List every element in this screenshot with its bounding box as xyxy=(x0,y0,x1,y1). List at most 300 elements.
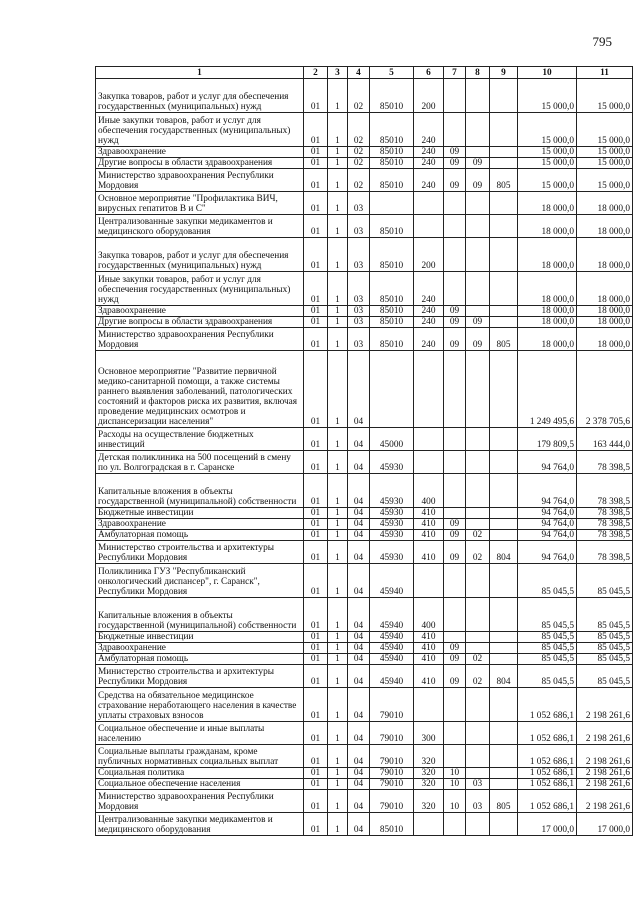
code-col3: 1 xyxy=(328,779,348,790)
code-col5: 45930 xyxy=(370,530,414,541)
code-col7: 09 xyxy=(444,328,466,351)
code-col9 xyxy=(490,632,518,643)
amount-col10: 85 045,5 xyxy=(518,643,577,654)
code-col7 xyxy=(444,215,466,238)
code-col4: 04 xyxy=(348,779,370,790)
code-col9 xyxy=(490,306,518,317)
row-name: Социальные выплаты гражданам, кроме публичных нормативных социальных выплат xyxy=(96,745,304,768)
code-col8: 03 xyxy=(466,790,490,813)
code-col8 xyxy=(466,519,490,530)
code-col2: 01 xyxy=(304,272,328,306)
code-col4: 04 xyxy=(348,688,370,722)
code-col7: 09 xyxy=(444,306,466,317)
code-col9 xyxy=(490,317,518,328)
code-col3: 1 xyxy=(328,519,348,530)
code-col4: 02 xyxy=(348,79,370,113)
row-name: Амбулаторная помощь xyxy=(96,530,304,541)
code-col7 xyxy=(444,745,466,768)
code-col6: 400 xyxy=(414,598,444,632)
code-col9 xyxy=(490,192,518,215)
code-col3: 1 xyxy=(328,665,348,688)
code-col4: 04 xyxy=(348,541,370,564)
code-col5: 45930 xyxy=(370,508,414,519)
code-col5: 85010 xyxy=(370,169,414,192)
amount-col10: 94 764,0 xyxy=(518,474,577,508)
budget-table xyxy=(95,66,633,836)
code-col8: 02 xyxy=(466,654,490,665)
row-name: Детская поликлиника на 500 посещений в смену по ул. Волгоградская в г. Саранске xyxy=(96,451,304,474)
code-col8: 09 xyxy=(466,317,490,328)
amount-col10: 15 000,0 xyxy=(518,79,577,113)
code-col7: 09 xyxy=(444,158,466,169)
amount-col11: 85 045,5 xyxy=(577,643,633,654)
row-name: Основное мероприятие "Развитие первичной медико-санитарной помощи, а также системы раннего выявления заболеваний, патологических состояний и факторов риска их развития, включая проведение медицинских осмотров и диспансеризации населения" xyxy=(96,351,304,428)
code-col7 xyxy=(444,688,466,722)
table-row xyxy=(96,351,633,428)
code-col6 xyxy=(414,688,444,722)
code-col4: 04 xyxy=(348,598,370,632)
code-col2: 01 xyxy=(304,813,328,836)
code-col7: 09 xyxy=(444,147,466,158)
table-row xyxy=(96,790,633,813)
code-col5: 79010 xyxy=(370,790,414,813)
col-header: 7 xyxy=(444,67,466,79)
col-header: 1 xyxy=(96,67,304,79)
code-col7 xyxy=(444,813,466,836)
code-col9 xyxy=(490,688,518,722)
code-col4: 04 xyxy=(348,519,370,530)
amount-col10: 1 052 686,1 xyxy=(518,688,577,722)
code-col4: 04 xyxy=(348,474,370,508)
code-col5: 85010 xyxy=(370,79,414,113)
code-col6: 410 xyxy=(414,654,444,665)
table-row xyxy=(96,722,633,745)
code-col8: 03 xyxy=(466,779,490,790)
table-row xyxy=(96,306,633,317)
code-col9 xyxy=(490,147,518,158)
code-col3: 1 xyxy=(328,169,348,192)
code-col5: 45940 xyxy=(370,564,414,598)
code-col5: 85010 xyxy=(370,317,414,328)
code-col4: 04 xyxy=(348,768,370,779)
code-col2: 01 xyxy=(304,790,328,813)
table-body xyxy=(96,79,633,836)
code-col4: 04 xyxy=(348,428,370,451)
amount-col11: 78 398,5 xyxy=(577,530,633,541)
code-col4: 03 xyxy=(348,328,370,351)
code-col7: 10 xyxy=(444,768,466,779)
code-col9 xyxy=(490,451,518,474)
amount-col11: 85 045,5 xyxy=(577,665,633,688)
col-header: 8 xyxy=(466,67,490,79)
code-col5: 45940 xyxy=(370,643,414,654)
code-col3: 1 xyxy=(328,790,348,813)
code-col2: 01 xyxy=(304,192,328,215)
code-col3: 1 xyxy=(328,745,348,768)
table-row xyxy=(96,519,633,530)
amount-col11: 18 000,0 xyxy=(577,272,633,306)
code-col3: 1 xyxy=(328,272,348,306)
code-col2: 01 xyxy=(304,79,328,113)
amount-col11: 78 398,5 xyxy=(577,474,633,508)
row-name: Капитальные вложения в объекты государственной (муниципальной) собственности xyxy=(96,474,304,508)
amount-col11: 15 000,0 xyxy=(577,169,633,192)
code-col2: 01 xyxy=(304,768,328,779)
code-col7: 09 xyxy=(444,643,466,654)
code-col3: 1 xyxy=(328,306,348,317)
code-col6 xyxy=(414,192,444,215)
code-col8: 02 xyxy=(466,665,490,688)
table-row xyxy=(96,192,633,215)
code-col8 xyxy=(466,306,490,317)
code-col3: 1 xyxy=(328,722,348,745)
code-col2: 01 xyxy=(304,158,328,169)
code-col7 xyxy=(444,451,466,474)
amount-col11: 18 000,0 xyxy=(577,215,633,238)
amount-col11: 18 000,0 xyxy=(577,306,633,317)
row-name: Здравоохранение xyxy=(96,147,304,158)
code-col6 xyxy=(414,813,444,836)
code-col6: 240 xyxy=(414,158,444,169)
code-col4: 03 xyxy=(348,317,370,328)
code-col3: 1 xyxy=(328,813,348,836)
code-col2: 01 xyxy=(304,564,328,598)
row-name: Расходы на осуществление бюджетных инвестиций xyxy=(96,428,304,451)
code-col8 xyxy=(466,768,490,779)
code-col2: 01 xyxy=(304,745,328,768)
code-col4: 04 xyxy=(348,451,370,474)
code-col8: 09 xyxy=(466,169,490,192)
code-col3: 1 xyxy=(328,328,348,351)
amount-col10: 85 045,5 xyxy=(518,564,577,598)
row-name: Здравоохранение xyxy=(96,643,304,654)
code-col5: 85010 xyxy=(370,272,414,306)
code-col8: 09 xyxy=(466,158,490,169)
code-col6: 410 xyxy=(414,519,444,530)
code-col8 xyxy=(466,745,490,768)
table-row xyxy=(96,158,633,169)
amount-col11: 85 045,5 xyxy=(577,564,633,598)
code-col6: 320 xyxy=(414,790,444,813)
code-col3: 1 xyxy=(328,768,348,779)
amount-col11: 2 198 261,6 xyxy=(577,790,633,813)
code-col7 xyxy=(444,79,466,113)
amount-col11: 15 000,0 xyxy=(577,158,633,169)
amount-col10: 18 000,0 xyxy=(518,317,577,328)
amount-col11: 15 000,0 xyxy=(577,147,633,158)
code-col9 xyxy=(490,113,518,147)
code-col6 xyxy=(414,451,444,474)
amount-col11: 17 000,0 xyxy=(577,813,633,836)
table-row xyxy=(96,215,633,238)
amount-col11: 2 198 261,6 xyxy=(577,768,633,779)
amount-col11: 85 045,5 xyxy=(577,654,633,665)
amount-col10: 85 045,5 xyxy=(518,665,577,688)
row-name: Основное мероприятие "Профилактика ВИЧ, вирусных гепатитов В и С" xyxy=(96,192,304,215)
amount-col11: 2 198 261,6 xyxy=(577,745,633,768)
code-col7: 10 xyxy=(444,779,466,790)
code-col3: 1 xyxy=(328,215,348,238)
code-col8 xyxy=(466,428,490,451)
code-col8: 09 xyxy=(466,328,490,351)
row-name: Министерство здравоохранения Республики Мордовия xyxy=(96,169,304,192)
table-row xyxy=(96,474,633,508)
code-col7 xyxy=(444,428,466,451)
code-col5: 79010 xyxy=(370,688,414,722)
code-col7 xyxy=(444,508,466,519)
col-header: 3 xyxy=(328,67,348,79)
amount-col10: 94 764,0 xyxy=(518,508,577,519)
amount-col10: 18 000,0 xyxy=(518,328,577,351)
code-col6: 400 xyxy=(414,474,444,508)
code-col8 xyxy=(466,688,490,722)
code-col8 xyxy=(466,722,490,745)
col-header: 2 xyxy=(304,67,328,79)
code-col5: 85010 xyxy=(370,147,414,158)
amount-col10: 94 764,0 xyxy=(518,530,577,541)
code-col6: 240 xyxy=(414,113,444,147)
code-col7 xyxy=(444,632,466,643)
code-col2: 01 xyxy=(304,654,328,665)
row-name: Министерство здравоохранения Республики Мордовия xyxy=(96,328,304,351)
amount-col10: 85 045,5 xyxy=(518,654,577,665)
code-col6: 410 xyxy=(414,530,444,541)
amount-col10: 85 045,5 xyxy=(518,632,577,643)
code-col5 xyxy=(370,351,414,428)
amount-col10: 94 764,0 xyxy=(518,541,577,564)
code-col7 xyxy=(444,272,466,306)
row-name: Здравоохранение xyxy=(96,519,304,530)
row-name: Социальная политика xyxy=(96,768,304,779)
code-col4: 04 xyxy=(348,665,370,688)
code-col7 xyxy=(444,564,466,598)
amount-col10: 85 045,5 xyxy=(518,598,577,632)
amount-col10: 94 764,0 xyxy=(518,519,577,530)
code-col7: 09 xyxy=(444,654,466,665)
amount-col11: 2 198 261,6 xyxy=(577,688,633,722)
code-col2: 01 xyxy=(304,688,328,722)
code-col6: 320 xyxy=(414,779,444,790)
table-row xyxy=(96,317,633,328)
code-col6: 240 xyxy=(414,328,444,351)
code-col9 xyxy=(490,79,518,113)
code-col2: 01 xyxy=(304,643,328,654)
code-col9 xyxy=(490,598,518,632)
code-col4: 04 xyxy=(348,508,370,519)
table-row xyxy=(96,147,633,158)
row-name: Министерство строительства и архитектуры Республики Мордовия xyxy=(96,665,304,688)
code-col6 xyxy=(414,564,444,598)
code-col7 xyxy=(444,722,466,745)
code-col9 xyxy=(490,654,518,665)
code-col8 xyxy=(466,215,490,238)
amount-col10: 1 052 686,1 xyxy=(518,768,577,779)
code-col8: 02 xyxy=(466,530,490,541)
amount-col10: 18 000,0 xyxy=(518,238,577,272)
code-col9 xyxy=(490,564,518,598)
code-col5: 79010 xyxy=(370,722,414,745)
amount-col10: 15 000,0 xyxy=(518,169,577,192)
table-row xyxy=(96,428,633,451)
amount-col11: 18 000,0 xyxy=(577,238,633,272)
code-col3: 1 xyxy=(328,654,348,665)
code-col7: 09 xyxy=(444,530,466,541)
code-col9 xyxy=(490,272,518,306)
code-col4: 02 xyxy=(348,147,370,158)
code-col3: 1 xyxy=(328,158,348,169)
code-col6: 410 xyxy=(414,665,444,688)
code-col3: 1 xyxy=(328,564,348,598)
code-col6 xyxy=(414,215,444,238)
code-col6: 240 xyxy=(414,147,444,158)
amount-col10: 18 000,0 xyxy=(518,272,577,306)
row-name: Другие вопросы в области здравоохранения xyxy=(96,317,304,328)
col-header: 9 xyxy=(490,67,518,79)
code-col8 xyxy=(466,474,490,508)
code-col3: 1 xyxy=(328,598,348,632)
row-name: Социальное обеспечение и иные выплаты населению xyxy=(96,722,304,745)
amount-col10: 179 809,5 xyxy=(518,428,577,451)
code-col9 xyxy=(490,519,518,530)
code-col2: 01 xyxy=(304,598,328,632)
amount-col11: 2 198 261,6 xyxy=(577,779,633,790)
code-col3: 1 xyxy=(328,632,348,643)
amount-col10: 1 052 686,1 xyxy=(518,745,577,768)
code-col4: 04 xyxy=(348,643,370,654)
code-col8 xyxy=(466,508,490,519)
amount-col11: 163 444,0 xyxy=(577,428,633,451)
row-name: Бюджетные инвестиции xyxy=(96,632,304,643)
code-col3: 1 xyxy=(328,688,348,722)
code-col9 xyxy=(490,508,518,519)
row-name: Другие вопросы в области здравоохранения xyxy=(96,158,304,169)
code-col5: 45930 xyxy=(370,474,414,508)
code-col8 xyxy=(466,79,490,113)
code-col5: 85010 xyxy=(370,113,414,147)
amount-col11: 18 000,0 xyxy=(577,317,633,328)
code-col8 xyxy=(466,238,490,272)
row-name: Иные закупки товаров, работ и услуг для обеспечения государственных (муниципальных) нужд xyxy=(96,272,304,306)
code-col3: 1 xyxy=(328,147,348,158)
code-col2: 01 xyxy=(304,113,328,147)
table-row xyxy=(96,541,633,564)
code-col4: 02 xyxy=(348,169,370,192)
amount-col11: 18 000,0 xyxy=(577,192,633,215)
table-row xyxy=(96,79,633,113)
row-name: Закупка товаров, работ и услуг для обеспечения государственных (муниципальных) нужд xyxy=(96,79,304,113)
code-col9: 804 xyxy=(490,665,518,688)
code-col3: 1 xyxy=(328,351,348,428)
table-row xyxy=(96,113,633,147)
col-header: 11 xyxy=(577,67,633,79)
code-col4: 03 xyxy=(348,306,370,317)
code-col2: 01 xyxy=(304,722,328,745)
row-name: Средства на обязательное медицинское страхование неработающего населения в качестве уплаты страховых взносов xyxy=(96,688,304,722)
code-col4: 02 xyxy=(348,113,370,147)
code-col5: 45940 xyxy=(370,654,414,665)
code-col8: 02 xyxy=(466,541,490,564)
code-col6: 410 xyxy=(414,643,444,654)
amount-col11: 15 000,0 xyxy=(577,79,633,113)
table-row xyxy=(96,665,633,688)
code-col6: 200 xyxy=(414,238,444,272)
code-col5: 45930 xyxy=(370,541,414,564)
amount-col11: 78 398,5 xyxy=(577,508,633,519)
code-col9: 805 xyxy=(490,328,518,351)
code-col7 xyxy=(444,113,466,147)
code-col7: 09 xyxy=(444,541,466,564)
code-col2: 01 xyxy=(304,147,328,158)
code-col2: 01 xyxy=(304,238,328,272)
table-row xyxy=(96,654,633,665)
code-col4: 04 xyxy=(348,530,370,541)
table-row xyxy=(96,451,633,474)
row-name: Здравоохранение xyxy=(96,306,304,317)
code-col3: 1 xyxy=(328,643,348,654)
code-col5: 79010 xyxy=(370,779,414,790)
code-col3: 1 xyxy=(328,451,348,474)
amount-col10: 18 000,0 xyxy=(518,192,577,215)
code-col5: 85010 xyxy=(370,158,414,169)
code-col8 xyxy=(466,813,490,836)
table-row xyxy=(96,169,633,192)
code-col4: 04 xyxy=(348,722,370,745)
code-col3: 1 xyxy=(328,79,348,113)
code-col4: 04 xyxy=(348,790,370,813)
amount-col11: 2 378 705,6 xyxy=(577,351,633,428)
amount-col10: 18 000,0 xyxy=(518,306,577,317)
code-col4: 03 xyxy=(348,192,370,215)
code-col5: 45930 xyxy=(370,519,414,530)
row-name: Централизованные закупки медикаментов и медицинского оборудования xyxy=(96,215,304,238)
code-col6: 320 xyxy=(414,745,444,768)
amount-col11: 2 198 261,6 xyxy=(577,722,633,745)
code-col7: 09 xyxy=(444,665,466,688)
table-row xyxy=(96,632,633,643)
code-col8 xyxy=(466,643,490,654)
header-row xyxy=(96,67,633,79)
code-col2: 01 xyxy=(304,541,328,564)
code-col4: 04 xyxy=(348,632,370,643)
code-col5: 45940 xyxy=(370,665,414,688)
code-col4: 04 xyxy=(348,745,370,768)
code-col8 xyxy=(466,351,490,428)
code-col4: 04 xyxy=(348,351,370,428)
amount-col10: 1 052 686,1 xyxy=(518,722,577,745)
code-col9 xyxy=(490,722,518,745)
row-name: Бюджетные инвестиции xyxy=(96,508,304,519)
code-col7 xyxy=(444,192,466,215)
code-col3: 1 xyxy=(328,238,348,272)
row-name: Иные закупки товаров, работ и услуг для обеспечения государственных (муниципальных) нужд xyxy=(96,113,304,147)
table-row xyxy=(96,643,633,654)
code-col9 xyxy=(490,643,518,654)
amount-col10: 15 000,0 xyxy=(518,147,577,158)
code-col9 xyxy=(490,745,518,768)
code-col8 xyxy=(466,192,490,215)
code-col3: 1 xyxy=(328,317,348,328)
code-col2: 01 xyxy=(304,306,328,317)
code-col9 xyxy=(490,779,518,790)
code-col2: 01 xyxy=(304,779,328,790)
row-name: Министерство строительства и архитектуры Республики Мордовия xyxy=(96,541,304,564)
code-col5: 45000 xyxy=(370,428,414,451)
table-row xyxy=(96,688,633,722)
amount-col11: 85 045,5 xyxy=(577,632,633,643)
code-col2: 01 xyxy=(304,169,328,192)
code-col5: 85010 xyxy=(370,328,414,351)
table-row xyxy=(96,598,633,632)
